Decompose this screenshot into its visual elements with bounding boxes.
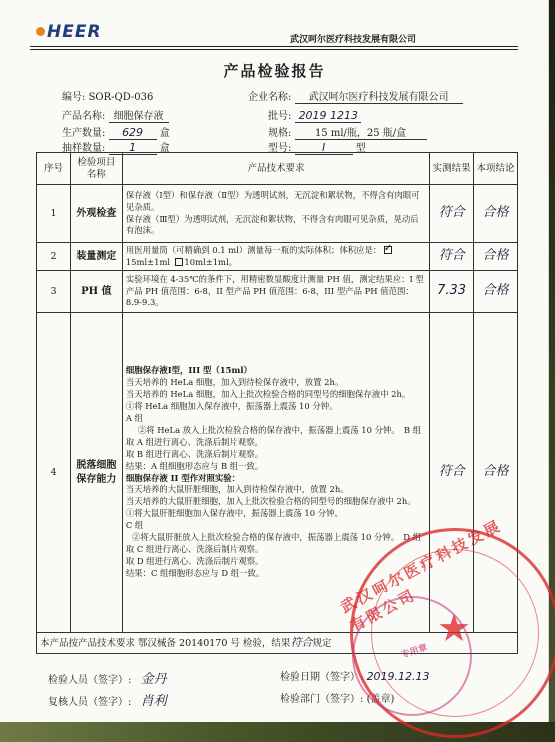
row-requirement: 实验环境在 4-35℃的条件下，用精密数显酸度计测量 PH 值，测定结果应：I 型产品 PH 值范围：6-8，II 型产品 PH 值范围：6-8，III 型产品 PH 值范围：8.9-9.3。 <box>122 271 429 313</box>
sample-qty-label: 抽样数量: <box>62 143 106 154</box>
requirement-line: 结果：A 组细胞形态应与 B 组一致。 <box>125 460 264 471</box>
table-header-row <box>37 153 518 185</box>
table-row <box>37 313 518 633</box>
row-result: 7.33 <box>430 271 474 313</box>
header-result: 实测结果 <box>430 153 474 185</box>
product-label: 产品名称: <box>62 111 106 122</box>
table-footer-row <box>37 633 518 654</box>
meta-production-quantity <box>62 124 170 140</box>
requirement-line: 用医用量筒（可精确到 0.1 ml）测量每一瓶的实际体积；体积应是： <box>125 244 382 255</box>
row-conclusion: 合格 <box>474 313 518 633</box>
meta-batch <box>268 107 361 123</box>
background-edge <box>549 0 555 722</box>
batch-label: 批号: <box>268 111 292 122</box>
logo-text: HEER <box>47 22 102 42</box>
requirement-line: 当天培养的大鼠肝脏细胞，加入上批次检验合格的同型号的细胞保存液中 2h。 <box>125 496 416 507</box>
row-conclusion: 合格 <box>474 243 518 271</box>
dept-line <box>280 690 394 705</box>
inspection-table <box>36 152 518 654</box>
requirement-line: 当天培养的 HeLa 细胞，加入上批次检验合格的同型号的细胞保存液中 2h。 <box>125 389 411 400</box>
header-requirement: 产品技术要求 <box>122 153 429 185</box>
seal-text: 武汉呵尔医疗科技发展有限公司 <box>337 516 505 636</box>
inspector-signature: 金丹 <box>140 672 167 687</box>
row-conclusion: 合格 <box>474 185 518 243</box>
row-no: 2 <box>37 243 71 271</box>
row-conclusion: 合格 <box>474 271 518 313</box>
row-requirement <box>122 313 429 633</box>
checkbox-10ml[interactable] <box>175 258 183 266</box>
reviewer-line <box>48 690 167 709</box>
footer-statement <box>37 633 518 654</box>
header-divider <box>30 46 518 47</box>
requirement-line: ②将大鼠肝脏放入上批次检验合格的保存液中，振荡器上震荡 10 分钟。 D 组 <box>131 532 422 543</box>
model-value: I <box>295 141 353 155</box>
option-end: 。 <box>228 256 238 267</box>
row-result: 符合 <box>430 185 474 243</box>
spec-label: 规格: <box>268 128 292 139</box>
model-unit: 型 <box>355 143 366 154</box>
spec-value: 15 ml/瓶，25 瓶/盒 <box>295 124 427 140</box>
row-no: 1 <box>37 185 71 243</box>
header-divider-thin <box>30 49 518 50</box>
prod-qty-label: 生产数量: <box>62 128 106 139</box>
company-logo <box>36 22 102 42</box>
row-result: 符合 <box>430 313 474 633</box>
model-label: 型号: <box>268 143 292 154</box>
footer-text: 本产品按产品技术要求 鄂汉械备 20140170 号 检验，结果 <box>40 638 291 649</box>
meta-code <box>62 88 153 103</box>
logo-dot-icon <box>36 27 45 36</box>
batch-value: 2019 1213 <box>295 109 361 123</box>
row-no: 3 <box>37 271 71 313</box>
requirement-line: 结果：C 组细胞形态应与 D 组一致。 <box>125 567 265 578</box>
sample-qty-value: 1 <box>109 141 157 155</box>
requirement-line: 保存液（Ⅰ型）和保存液（Ⅱ型）为透明试剂，无沉淀和絮状物，不得含有肉眼可见杂质。 <box>125 189 420 212</box>
header-no: 序号 <box>37 153 71 185</box>
row-result: 符合 <box>430 243 474 271</box>
background-floor <box>0 722 555 742</box>
prod-qty-unit: 盒 <box>159 128 170 139</box>
requirement-line: 取 C 组进行离心、洗涤后制片观察。 <box>125 544 264 555</box>
requirement-line: ①将大鼠肝脏细胞加入保存液中，振荡器上震荡 10 分钟。 <box>125 508 343 519</box>
row-requirement <box>122 185 429 243</box>
company-label: 企业名称: <box>248 92 292 103</box>
row-item: PH 值 <box>70 271 122 313</box>
checkbox-15ml[interactable] <box>384 246 392 254</box>
row-item: 装量测定 <box>70 243 122 271</box>
dept-label: 检验部门（签字）: <box>280 694 364 705</box>
requirement-line: 取 D 组进行离心、洗涤后制片观察。 <box>125 555 264 566</box>
inspector-line <box>48 668 167 687</box>
requirement-line: 取 B 组进行离心、洗涤后制片观察。 <box>125 448 263 459</box>
requirement-line: 取 A 组进行离心、洗涤后制片观察。 <box>125 436 263 447</box>
footer-end: 规定 <box>312 638 332 649</box>
product-value: 细胞保存液 <box>109 107 169 123</box>
table-row <box>37 271 518 313</box>
option-10ml: 10ml±1ml <box>184 256 229 267</box>
date-value: 2019.12.13 <box>366 670 430 683</box>
reviewer-label: 复核人员（签字）: <box>48 697 132 708</box>
inspector-label: 检验人员（签字）: <box>48 675 132 686</box>
option-15ml: 15ml±1ml <box>125 256 171 267</box>
date-label: 检验日期（签字）: <box>280 672 364 683</box>
requirement-line: 当天培养的 HeLa 细胞，加入到待检保存液中，放置 2h。 <box>125 377 344 388</box>
reviewer-signature: 肖利 <box>140 694 167 709</box>
meta-spec <box>268 124 427 140</box>
requirement-line: 细胞保存液 II 型作对照实验： <box>125 472 241 483</box>
seal-star-icon: ★ <box>437 606 472 650</box>
prod-qty-value: 629 <box>109 126 157 140</box>
meta-product <box>62 107 169 123</box>
requirement-line: 保存液（Ⅲ型）为透明试剂，无沉淀和絮状物，不得含有肉眼可见杂质，晃动后有泡沫。 <box>125 213 419 236</box>
requirement-line: A 组 <box>125 412 143 423</box>
requirement-line: 细胞保存液Ⅰ型，III 型（15ml） <box>125 365 252 376</box>
code-label: 编号: <box>62 92 86 103</box>
code-value: SOR-QD-036 <box>88 92 154 103</box>
row-item: 外观检查 <box>70 185 122 243</box>
row-item: 脱落细胞保存能力 <box>70 313 122 633</box>
row-no: 4 <box>37 313 71 633</box>
requirement-line: 当天培养的大鼠肝脏细胞，加入到待检保存液中，放置 2h。 <box>125 484 349 495</box>
header-conclusion: 本项结论 <box>474 153 518 185</box>
footer-result: 符合 <box>290 636 313 649</box>
date-line <box>280 668 430 683</box>
header-company-name: 武汉呵尔医疗科技发展有限公司 <box>290 35 417 45</box>
row-requirement <box>122 243 429 271</box>
sample-qty-unit: 盒 <box>159 143 170 154</box>
requirement-line: C 组 <box>125 520 144 531</box>
seal2-text: 专用章 <box>400 642 429 661</box>
table-row <box>37 243 518 271</box>
requirement-line: ②将 HeLa 放入上批次检验合格的保存液中，振荡器上震荡 10 分钟。 B 组 <box>137 424 422 435</box>
header-item: 检验项目名称 <box>70 153 122 185</box>
meta-company <box>248 88 463 104</box>
requirement-line: ①将 HeLa 细胞加入保存液中，振荡器上震荡 10 分钟。 <box>125 400 338 411</box>
page-title: 产品检验报告 <box>223 62 326 80</box>
table-row <box>37 185 518 243</box>
company-value: 武汉呵尔医疗科技发展有限公司 <box>295 88 463 104</box>
dept-value: (盖章) <box>366 694 395 705</box>
